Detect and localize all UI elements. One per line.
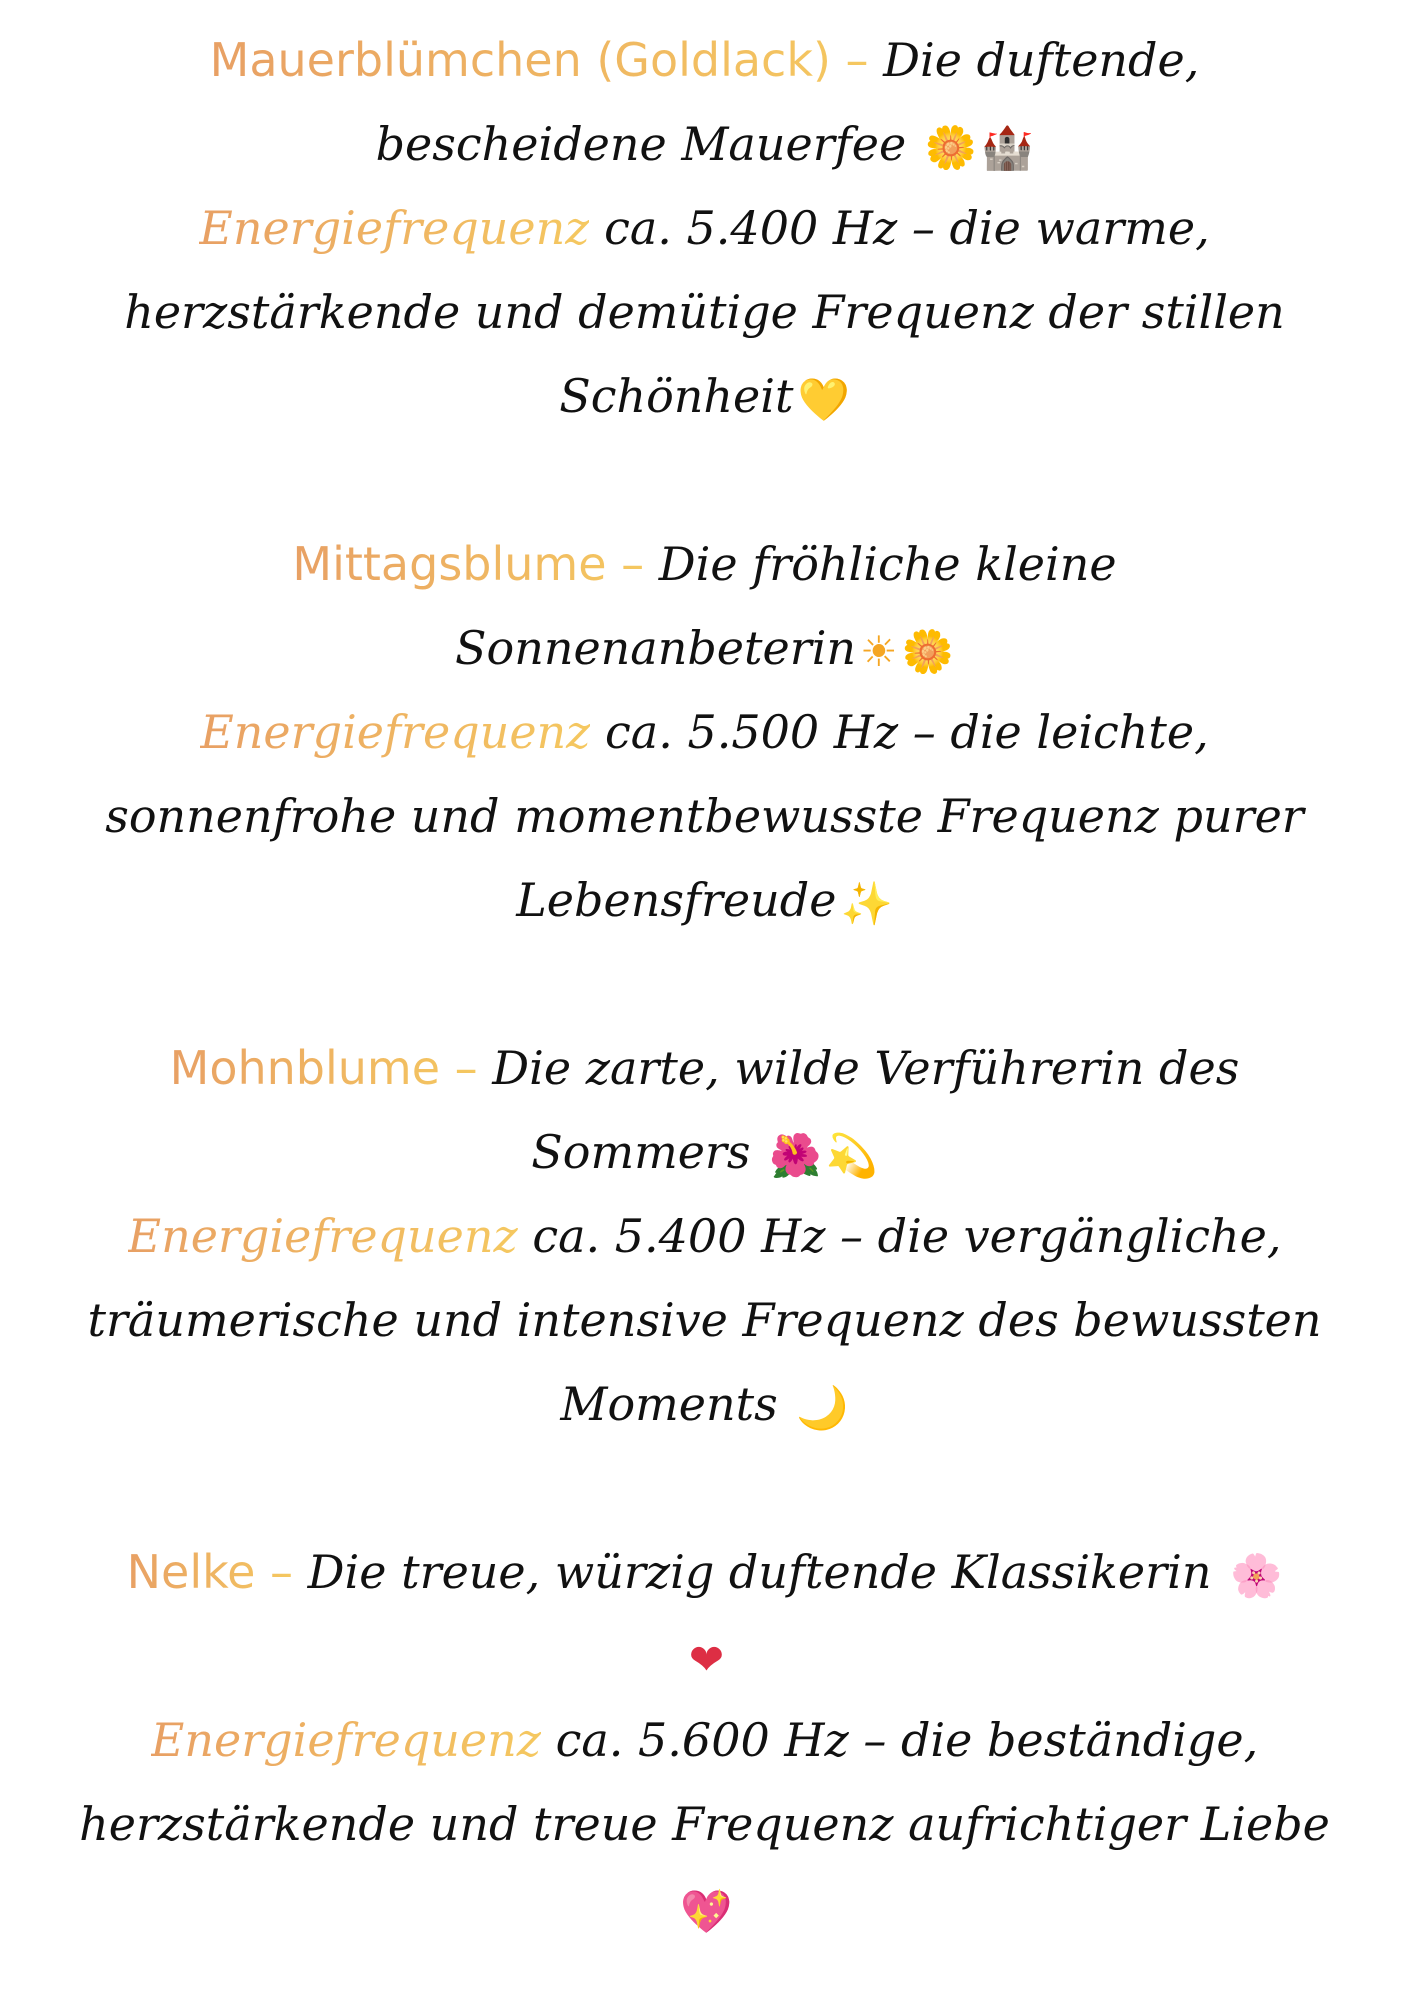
frequency-value: ca. 5.400 Hz – die vergängliche, [532, 1209, 1282, 1263]
daisy-icon: 🌼 [901, 627, 954, 676]
flower-title: Die treue, würzig duftende Klassikerin [307, 1545, 1212, 1599]
flower-entry-mohnblume [0, 1026, 1409, 1446]
crescent-moon-icon: 🌙 [796, 1383, 849, 1432]
sparkles-icon: ✨ [840, 879, 893, 928]
flower-title: Die duftende, [883, 33, 1200, 87]
entry-title-line [0, 1530, 1409, 1614]
hibiscus-icon: 🌺 [769, 1131, 822, 1180]
entry-title-line-2 [0, 606, 1409, 690]
entry-title-line-2 [0, 102, 1409, 186]
yellow-heart-icon: 💛 [797, 375, 850, 424]
castle-icon: 🏰 [981, 123, 1034, 172]
frequency-description-end [0, 354, 1409, 438]
flower-title-continued: bescheidene Mauerfee [375, 117, 907, 171]
frequency-line [0, 1194, 1409, 1278]
flower-entry-goldlack [0, 18, 1409, 438]
frequency-description-tail: Schönheit [559, 369, 794, 423]
flower-name: Mittagsblume – [292, 537, 645, 591]
flower-name: Mauerblümchen (Goldlack) – [209, 33, 869, 87]
flower-title-continued: Sommers [531, 1125, 751, 1179]
frequency-value: ca. 5.500 Hz – die leichte, [605, 705, 1209, 759]
frequency-description-tail: Lebensfreude [516, 873, 837, 927]
flower-name: Nelke – [126, 1545, 294, 1599]
flower-title-continued: Sonnenanbeterin [454, 621, 857, 675]
entry-title-line-2 [0, 1614, 1409, 1698]
entry-title-line-2 [0, 1110, 1409, 1194]
dizzy-star-icon: 💫 [825, 1131, 878, 1180]
entry-title-line [0, 522, 1409, 606]
frequency-description: sonnenfrohe und momentbewusste Frequenz purer [105, 789, 1304, 843]
entry-title-line [0, 1026, 1409, 1110]
sun-icon: ☀ [860, 627, 898, 676]
sparkling-heart-icon: 💖 [680, 1887, 733, 1936]
frequency-label: Energiefrequenz [199, 201, 590, 255]
frequency-description-end [0, 1362, 1409, 1446]
flower-name: Mohnblume – [169, 1041, 478, 1095]
frequency-description: herzstärkende und demütige Frequenz der stillen [124, 285, 1285, 339]
daisy-icon: 🌼 [924, 123, 978, 172]
frequency-value: ca. 5.400 Hz – die warme, [604, 201, 1210, 255]
frequency-description: träumerische und intensive Frequenz des bewussten [87, 1293, 1322, 1347]
frequency-description-end [0, 858, 1409, 942]
frequency-line [0, 186, 1409, 270]
frequency-description: herzstärkende und treue Frequenz aufrichtiger Liebe [79, 1797, 1330, 1851]
frequency-line [0, 690, 1409, 774]
red-heart-icon: ❤ [688, 1635, 725, 1684]
flower-entry-nelke [0, 1530, 1409, 1950]
flower-entry-mittagsblume [0, 522, 1409, 942]
flower-title: Die zarte, wilde Verführerin des [492, 1041, 1240, 1095]
frequency-line [0, 1698, 1409, 1782]
entry-title-line [0, 18, 1409, 102]
flower-title: Die fröhliche kleine [658, 537, 1117, 591]
frequency-label: Energiefrequenz [200, 705, 591, 759]
frequency-description-tail: Moments [560, 1377, 778, 1431]
frequency-label: Energiefrequenz [150, 1713, 541, 1767]
frequency-description-end [0, 1866, 1409, 1950]
frequency-value: ca. 5.600 Hz – die beständige, [555, 1713, 1259, 1767]
frequency-label: Energiefrequenz [127, 1209, 518, 1263]
cherry-blossom-icon: 🌸 [1230, 1551, 1283, 1600]
